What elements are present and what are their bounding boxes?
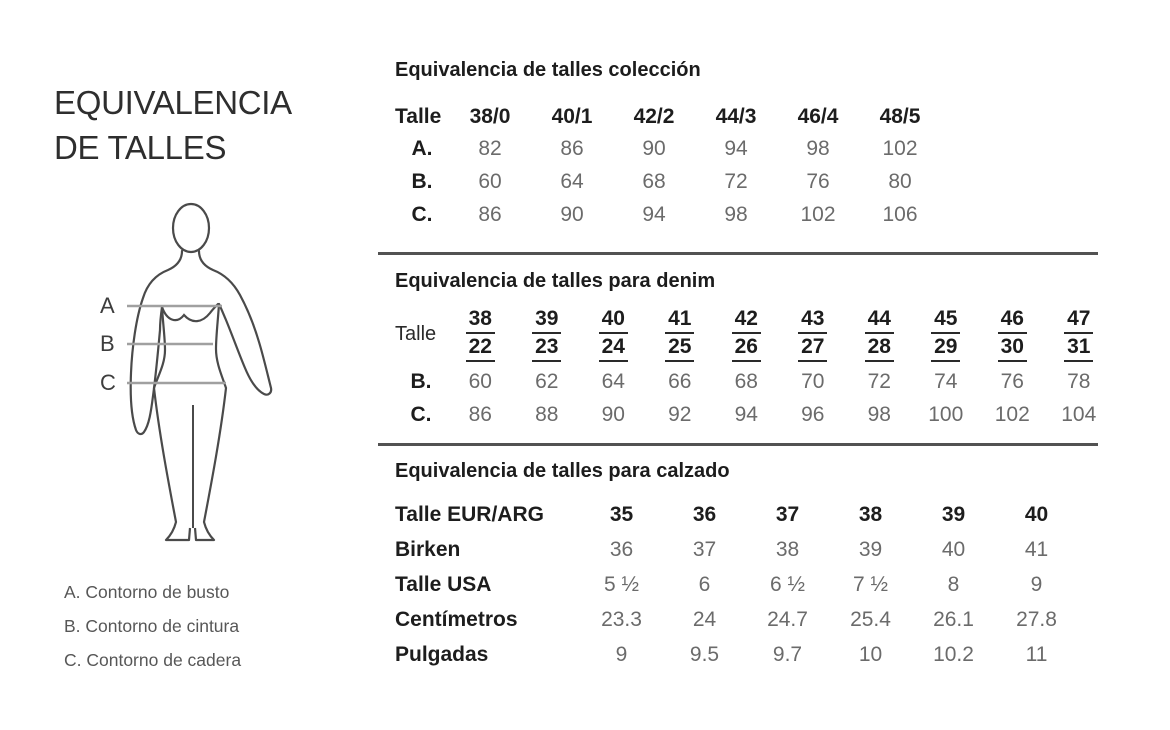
size-top: 41 [665, 306, 694, 334]
size-header-cell: 46/4 [797, 105, 839, 128]
row-label: C. [410, 402, 432, 426]
value-cell: 37 [692, 537, 717, 561]
value-cell: 100 [928, 402, 964, 426]
value-cell: 76 [806, 169, 830, 193]
size-bottom: 28 [865, 334, 894, 362]
size-bottom: 27 [798, 334, 827, 362]
table-row [395, 165, 1120, 198]
row-label: Centímetros [395, 607, 518, 631]
value-cell: 60 [478, 169, 502, 193]
value-cell: 11 [1025, 642, 1048, 666]
value-cell: 7 ½ [852, 572, 889, 596]
value-cell: 6 ½ [769, 572, 806, 596]
size-bottom: 22 [466, 334, 495, 362]
value-cell: 9.5 [689, 642, 720, 666]
size-top: 38 [466, 306, 495, 334]
size-top: 45 [931, 306, 960, 334]
row-label: Pulgadas [395, 642, 489, 666]
row-label: C. [411, 202, 433, 226]
size-top: 39 [532, 306, 561, 334]
value-cell: 98 [724, 202, 748, 226]
value-cell: 72 [867, 369, 891, 393]
value-cell: 35 [609, 502, 634, 526]
value-cell: 94 [724, 136, 748, 160]
table-row [395, 532, 1120, 567]
value-cell: 5 ½ [603, 572, 640, 596]
value-cell: 94 [734, 402, 758, 426]
value-cell: 24.7 [767, 607, 808, 631]
table-row [395, 132, 1120, 165]
value-cell: 62 [535, 369, 559, 393]
size-fraction-cell [913, 303, 980, 365]
figure-label-b: B [100, 331, 115, 356]
size-header-cell: 44/3 [715, 105, 757, 128]
value-cell: 39 [941, 502, 966, 526]
value-cell: 64 [601, 369, 625, 393]
value-cell: 68 [734, 369, 758, 393]
figure-label-a: A [100, 293, 115, 318]
value-cell: 36 [692, 502, 717, 526]
table-row [395, 365, 1120, 398]
size-fraction-cell [846, 303, 913, 365]
denim-header-label: Talle [395, 322, 437, 345]
size-bottom: 24 [599, 334, 628, 362]
size-fraction-cell [1046, 303, 1113, 365]
page-title-line2: DE TALLES [54, 129, 227, 166]
value-cell: 102 [800, 202, 836, 226]
size-top: 47 [1064, 306, 1093, 334]
value-cell: 96 [801, 402, 825, 426]
value-cell: 9 [1030, 572, 1043, 596]
value-cell: 98 [806, 136, 830, 160]
value-cell: 38 [858, 502, 883, 526]
value-cell: 41 [1024, 537, 1049, 561]
denim-header-row [395, 303, 1120, 365]
legend-waist: B. Contorno de cintura [64, 616, 240, 636]
row-label: Talle USA [395, 572, 492, 596]
value-cell: 36 [609, 537, 634, 561]
size-top: 44 [865, 306, 894, 334]
body-silhouette-illustration [70, 192, 320, 552]
table-row [395, 497, 1120, 532]
value-cell: 40 [1024, 502, 1049, 526]
value-cell: 10.2 [933, 642, 974, 666]
size-bottom: 25 [665, 334, 694, 362]
size-bottom: 31 [1064, 334, 1093, 362]
value-cell: 74 [934, 369, 958, 393]
row-label: A. [411, 136, 433, 160]
coleccion-header-row [395, 102, 1120, 132]
value-cell: 23.3 [601, 607, 642, 631]
row-label: Birken [395, 537, 461, 561]
value-cell: 60 [468, 369, 492, 393]
value-cell: 70 [801, 369, 825, 393]
value-cell: 6 [698, 572, 711, 596]
value-cell: 9.7 [772, 642, 803, 666]
value-cell: 37 [775, 502, 800, 526]
value-cell: 90 [642, 136, 666, 160]
size-top: 40 [599, 306, 628, 334]
value-cell: 106 [882, 202, 918, 226]
measurement-legend [64, 575, 364, 677]
size-top: 43 [798, 306, 827, 334]
size-fraction-cell [447, 303, 514, 365]
table-row [395, 567, 1120, 602]
row-label: Talle EUR/ARG [395, 502, 544, 526]
value-cell: 82 [478, 136, 502, 160]
section-divider [378, 252, 1098, 255]
size-top: 46 [998, 306, 1027, 334]
value-cell: 86 [478, 202, 502, 226]
value-cell: 98 [867, 402, 891, 426]
figure-label-c: C [100, 370, 116, 395]
value-cell: 10 [858, 642, 883, 666]
value-cell: 66 [668, 369, 692, 393]
table-row [395, 637, 1120, 672]
table-row [395, 398, 1120, 431]
value-cell: 26.1 [933, 607, 974, 631]
left-panel [54, 80, 374, 670]
size-bottom: 30 [998, 334, 1027, 362]
row-label: B. [411, 169, 433, 193]
coleccion-table-title: Equivalencia de talles colección [395, 59, 701, 81]
value-cell: 80 [888, 169, 912, 193]
size-top: 42 [732, 306, 761, 334]
value-cell: 8 [947, 572, 960, 596]
size-bottom: 29 [931, 334, 960, 362]
row-label: B. [410, 369, 432, 393]
section-divider [378, 443, 1098, 446]
value-cell: 39 [858, 537, 883, 561]
value-cell: 94 [642, 202, 666, 226]
value-cell: 90 [560, 202, 584, 226]
calzado-table-title: Equivalencia de talles para calzado [395, 460, 730, 482]
value-cell: 76 [1000, 369, 1024, 393]
value-cell: 40 [941, 537, 966, 561]
body-measurement-figure [70, 192, 320, 552]
value-cell: 38 [775, 537, 800, 561]
value-cell: 68 [642, 169, 666, 193]
size-fraction-cell [514, 303, 581, 365]
size-header-cell: 40/1 [551, 105, 593, 128]
size-fraction-cell [979, 303, 1046, 365]
size-header-cell: 42/2 [633, 105, 675, 128]
size-fraction-cell [647, 303, 714, 365]
size-tables-panel [395, 58, 1120, 672]
value-cell: 92 [668, 402, 692, 426]
size-header-cell: 38/0 [469, 105, 511, 128]
value-cell: 24 [692, 607, 717, 631]
legend-hip: C. Contorno de cadera [64, 650, 242, 670]
value-cell: 78 [1067, 369, 1091, 393]
size-bottom: 26 [732, 334, 761, 362]
table-row [395, 602, 1120, 637]
value-cell: 102 [882, 136, 918, 160]
size-fraction-cell [780, 303, 847, 365]
size-fraction-cell [713, 303, 780, 365]
coleccion-header-label: Talle [395, 105, 442, 128]
size-header-cell: 48/5 [879, 105, 921, 128]
page-title [54, 80, 374, 170]
value-cell: 72 [724, 169, 748, 193]
denim-table-title: Equivalencia de talles para denim [395, 270, 716, 292]
value-cell: 104 [1061, 402, 1097, 426]
value-cell: 27.8 [1016, 607, 1057, 631]
value-cell: 86 [468, 402, 492, 426]
value-cell: 88 [535, 402, 559, 426]
size-fraction-cell [580, 303, 647, 365]
table-row [395, 198, 1120, 231]
legend-bust: A. Contorno de busto [64, 582, 230, 602]
size-bottom: 23 [532, 334, 561, 362]
value-cell: 86 [560, 136, 584, 160]
value-cell: 102 [994, 402, 1030, 426]
page-title-line1: EQUIVALENCIA [54, 84, 292, 121]
value-cell: 90 [601, 402, 625, 426]
value-cell: 25.4 [850, 607, 891, 631]
value-cell: 9 [615, 642, 628, 666]
value-cell: 64 [560, 169, 584, 193]
